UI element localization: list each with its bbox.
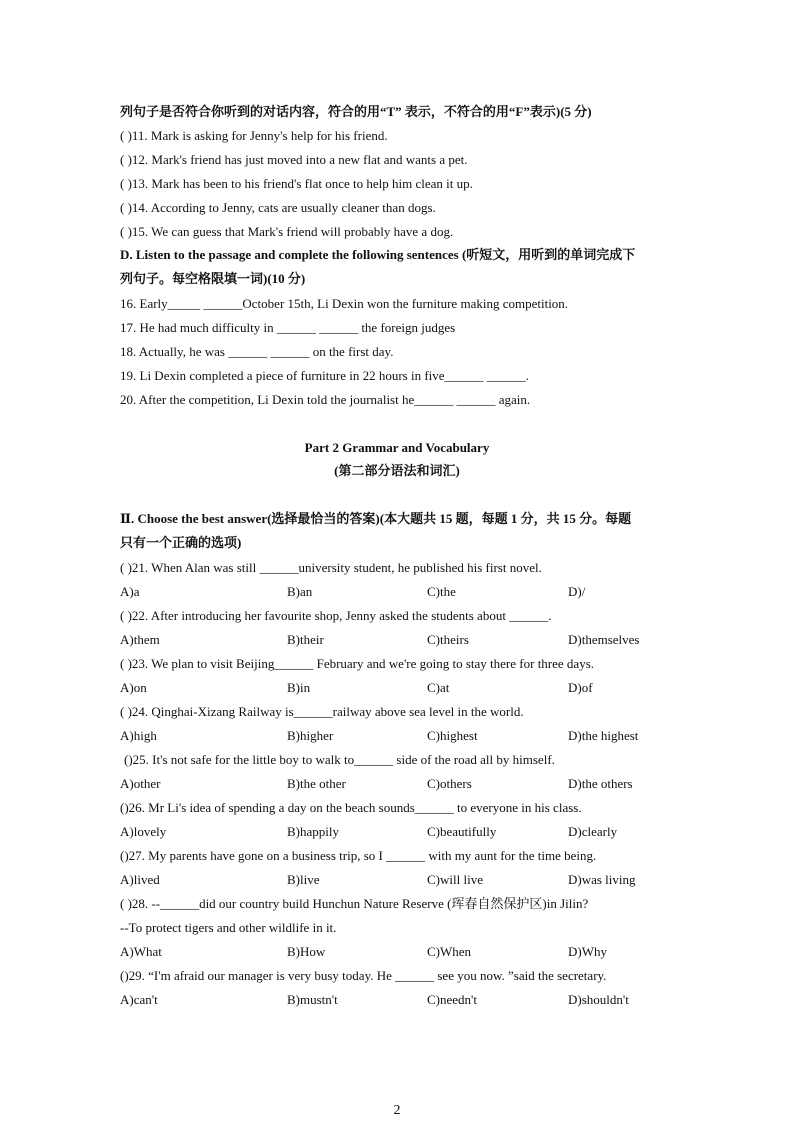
option-b: B)live [287,872,320,887]
option-b: B)How [287,944,326,959]
option-d: D)shouldn't [568,992,629,1007]
option-a: A)lived [120,872,160,887]
tf-item-11: ( )11. Mark is asking for Jenny's help for his friend. [120,128,388,143]
blank-item-16: 16. Early_____ ______October 15th, Li Dexin won the furniture making competition. [120,296,569,311]
section2-instruction-line2: 只有一个正确的选项) [120,535,242,550]
option-b: B)mustn't [287,992,338,1007]
option-a: A)high [120,728,157,743]
question-28-options [120,944,680,960]
option-a: A)on [120,680,147,695]
option-c: C)beautifully [427,824,497,839]
tf-item-12: ( )12. Mark's friend has just moved into a new flat and wants a pet. [120,152,468,167]
option-c: C)When [427,944,472,959]
option-a: A)other [120,776,161,791]
page-number: 2 [393,1103,401,1118]
question-28-answer-line: --To protect tigers and other wildlife in it. [120,920,337,935]
tf-item-13: ( )13. Mark has been to his friend's flat once to help him clean it up. [120,176,473,191]
question-29-stem: ()29. “I'm afraid our manager is very busy today. He ______ see you now. ”said the secretary. [120,968,607,983]
option-d: D)the highest [568,728,639,743]
option-d: D)of [568,680,593,695]
option-d: D)themselves [568,632,640,647]
question-25-stem: ()25. It's not safe for the little boy to walk to______ side of the road all by himself. [124,752,555,767]
option-a: A)can't [120,992,158,1007]
option-b: B)the other [287,776,346,791]
option-b: B)higher [287,728,334,743]
blank-item-19: 19. Li Dexin completed a piece of furniture in 22 hours in five______ ______. [120,368,530,383]
option-d: D)Why [568,944,607,959]
partC-instruction: 列句子是否符合你听到的对话内容，符合的用“T” 表示，不符合的用“F”表示)(5 分) [120,104,592,119]
blank-item-18: 18. Actually, he was ______ ______ on the first day. [120,344,394,359]
question-26-options [120,824,680,840]
option-b: B)their [287,632,324,647]
question-22-stem: ( )22. After introducing her favourite shop, Jenny asked the students about ______. [120,608,552,623]
question-24-stem: ( )24. Qinghai-Xizang Railway is______railway above sea level in the world. [120,704,524,719]
option-a: A)lovely [120,824,167,839]
option-b: B)happily [287,824,339,839]
option-c: C)theirs [427,632,469,647]
option-b: B)in [287,680,311,695]
question-22-options [120,632,680,648]
option-d: D)the others [568,776,633,791]
part2-subtitle: (第二部分语法和词汇) [334,463,460,478]
question-28-stem: ( )28. --______did our country build Hunchun Nature Reserve (珲春自然保护区)in Jilin? [120,896,589,911]
question-25-options [120,776,680,792]
option-a: A)What [120,944,162,959]
option-a: A)them [120,632,160,647]
part2-title: Part 2 Grammar and Vocabulary [304,440,490,455]
option-c: C)highest [427,728,478,743]
question-21-options [120,584,680,600]
question-26-stem: ()26. Mr Li's idea of spending a day on the beach sounds______ to everyone in his class. [120,800,582,815]
question-27-stem: ()27. My parents have gone on a business trip, so I ______ with my aunt for the time being. [120,848,597,863]
option-d: D)clearly [568,824,618,839]
tf-item-15: ( )15. We can guess that Mark's friend will probably have a dog. [120,224,454,239]
question-24-options [120,728,680,744]
option-c: C)others [427,776,472,791]
partD-instruction-line1: D. Listen to the passage and complete the following sentences (听短文，用听到的单词完成下 [120,247,636,262]
tf-item-14: ( )14. According to Jenny, cats are usually cleaner than dogs. [120,200,436,215]
section2-instruction-line1: Ⅱ. Choose the best answer(选择最恰当的答案)(本大题共 15 题，每题 1 分，共 15 分。每题 [120,511,632,526]
option-c: C)at [427,680,450,695]
question-23-stem: ( )23. We plan to visit Beijing______ February and we're going to stay there for three days. [120,656,594,671]
option-c: C)the [427,584,456,599]
question-27-options [120,872,680,888]
question-29-options [120,992,680,1008]
partD-instruction-line2: 列句子。每空格限填一词)(10 分) [120,271,306,286]
option-d: D)/ [568,584,586,599]
blank-item-17: 17. He had much difficulty in ______ ______ the foreign judges [120,320,456,335]
option-c: C)needn't [427,992,477,1007]
option-c: C)will live [427,872,483,887]
option-b: B)an [287,584,313,599]
option-d: D)was living [568,872,636,887]
blank-item-20: 20. After the competition, Li Dexin told the journalist he______ ______ again. [120,392,531,407]
question-21-stem: ( )21. When Alan was still ______university student, he published his first novel. [120,560,542,575]
question-23-options [120,680,680,696]
option-a: A)a [120,584,140,599]
